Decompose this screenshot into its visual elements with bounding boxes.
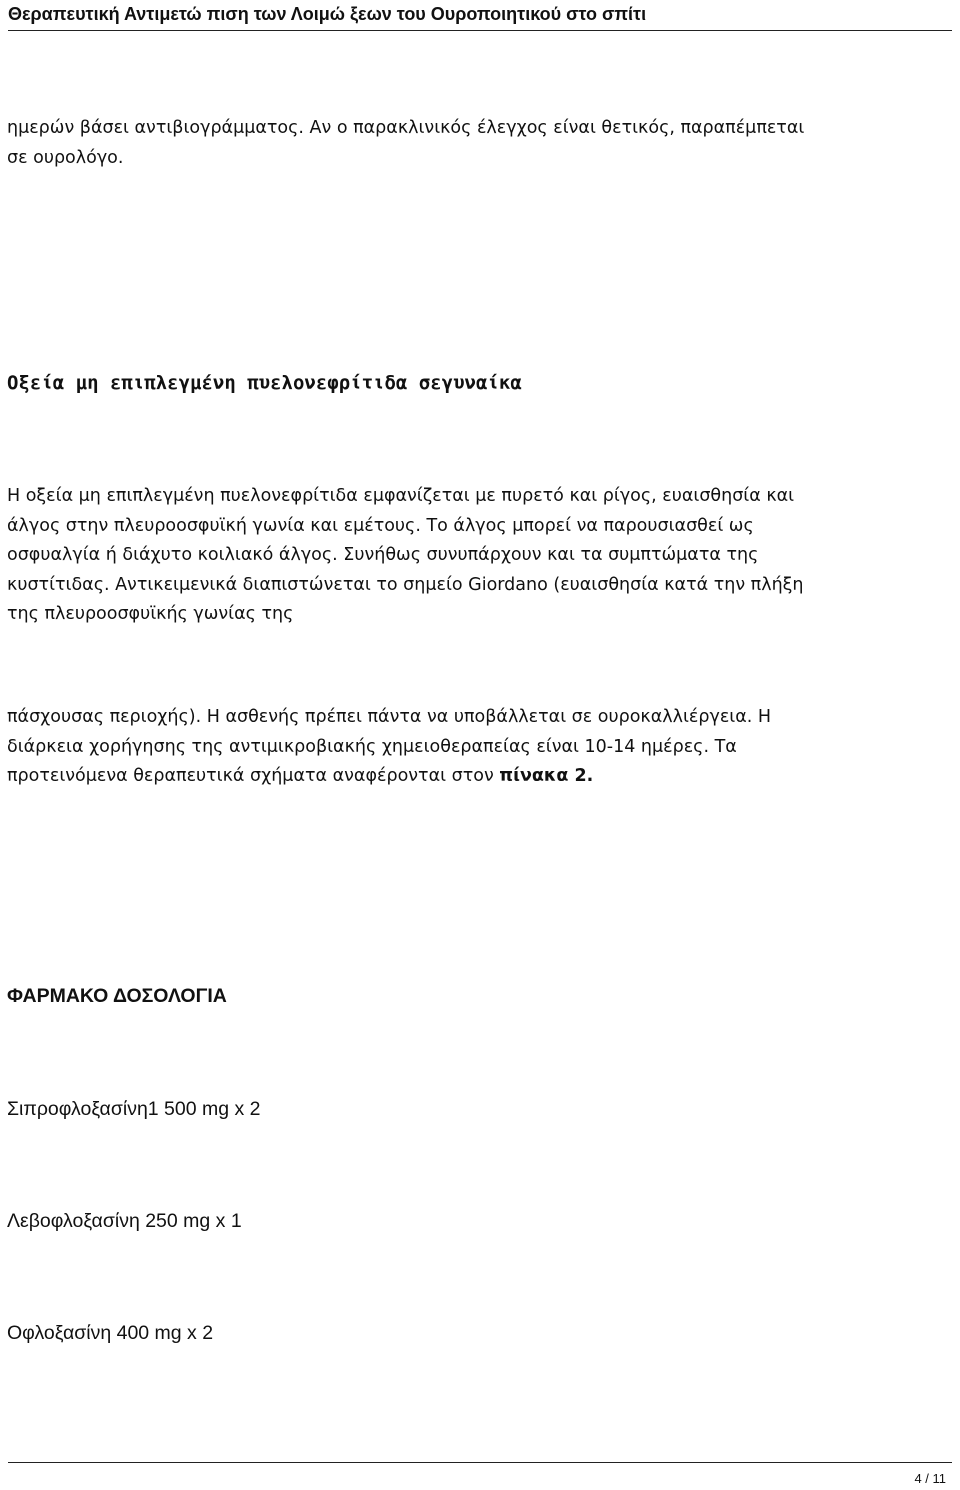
text-line: πάσχουσας περιοχής). Η ασθενής πρέπει πάντα να υποβάλλεται σε ουροκαλλιέργεια. Η bbox=[7, 707, 772, 727]
treatment-paragraph bbox=[7, 703, 942, 792]
text-line: κυστίτιδας. Αντικειμενικά διαπιστώνεται το σημείο Giordano (ευαισθησία κατά την πλήξη bbox=[7, 574, 804, 595]
text-line: άλγος στην πλευροοσφυϊκή γωνία και εμέτους. Το άλγος μπορεί να παρουσιασθεί ως bbox=[7, 515, 754, 536]
drug-ofloxacin: Οφλοξασίνη 400 mg x 2 bbox=[7, 1322, 214, 1344]
text-line: διάρκεια χορήγησης της αντιμικροβιακής χημειοθεραπείας είναι 10-14 ημέρες. Τα bbox=[7, 736, 737, 757]
page-indicator: 4 / 11 bbox=[914, 1471, 946, 1486]
table-2-reference[interactable]: πίνακα 2. bbox=[499, 766, 594, 786]
intro-paragraph bbox=[7, 114, 942, 173]
text-line: σε ουρολόγο. bbox=[7, 147, 124, 168]
drug-levofloxacin: Λεβοφλοξασίνη 250 mg x 1 bbox=[7, 1210, 242, 1232]
dosage-table-title: ΦΑΡΜΑΚΟ ΔΟΣΟΛΟΓΙΑ bbox=[7, 985, 227, 1007]
text-line: της πλευροοσφυϊκής γωνίας της bbox=[7, 604, 294, 624]
footer-rule bbox=[8, 1462, 952, 1463]
text-line: Η οξεία μη επιπλεγμένη πυελονεφρίτιδα εμφανίζεται με πυρετό και ρίγος, ευαισθησία και bbox=[7, 486, 795, 506]
document-title: Θεραπευτική Αντιμετώ πιση των Λοιμώ ξεων του Ουροποιητικού στο σπίτι bbox=[8, 4, 647, 24]
section-heading: Οξεία μη επιπλεγμένη πυελονεφρίτιδα σεγυναίκα bbox=[7, 372, 522, 394]
text-line bbox=[7, 762, 942, 792]
drug-ciprofloxacin: Σιπροφλοξασίνη1 500 mg x 2 bbox=[7, 1098, 261, 1120]
text-line: ημερών βάσει αντιβιογράμματος. Αν ο παρακλινικός έλεγχος είναι θετικός, παραπέμπεται bbox=[7, 118, 805, 138]
pyelonephritis-paragraph bbox=[7, 482, 942, 630]
text-line: οσφυαλγία ή διάχυτο κοιλιακό άλγος. Συνήθως συνυπάρχουν και τα συμπτώματα της bbox=[7, 545, 759, 565]
text-line-prefix: προτεινόμενα θεραπευτικά σχήματα αναφέρονται στον bbox=[7, 766, 500, 786]
document-header bbox=[8, 0, 952, 31]
